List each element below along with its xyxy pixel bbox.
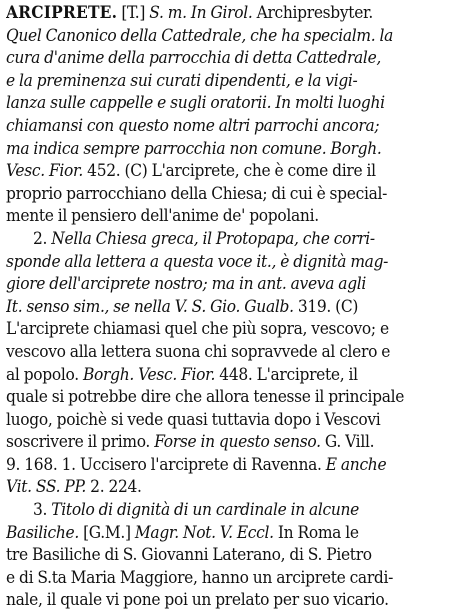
text-segment: Vesc. Fior. (6, 161, 84, 182)
text-segment: 319. (C) (293, 296, 359, 317)
text-segment: chiamansi con questo nome altri parrochi ancora; (6, 115, 380, 136)
text-segment: Borgh. Vesc. Fior. (82, 364, 216, 385)
entry-text-line (6, 251, 418, 274)
text-segment: Vit. SS. PP. (6, 477, 87, 498)
entry-text-line (6, 589, 418, 612)
entry-text-line (6, 205, 418, 228)
text-segment: 2. 224. (86, 477, 142, 498)
text-segment: 448. L'arciprete, il (215, 364, 358, 385)
text-segment: [T.] (117, 3, 150, 23)
entry-text-line (6, 70, 418, 93)
text-segment: vescovo alla lettera suona chi sopravvede al clero e (6, 341, 391, 362)
entry-text-line (6, 364, 418, 387)
entry-text-line (6, 386, 418, 409)
entry-text-line (6, 341, 418, 364)
text-segment: ma indica sempre parrocchia non comune. Borgh. (6, 138, 382, 159)
entry-text-line (6, 183, 418, 206)
headword: ARCIPRETE. (6, 3, 118, 23)
text-segment: luogo, poichè si vede quasi tuttavia dopo i Vescovi (6, 409, 381, 430)
text-segment: Quel Canonico della Cattedrale, che ha specialm. la (6, 25, 394, 46)
entry-text-line (6, 273, 418, 296)
text-segment: S. m. In Girol. (149, 3, 253, 23)
text-segment: Nella Chiesa greca, il Protopapa, che corri- (51, 228, 375, 249)
text-segment: cura d'anime della parrocchia di detta Cattedrale, (6, 48, 382, 69)
entry-heading-line (6, 2, 418, 25)
text-segment: [G.M.] (78, 522, 135, 543)
entry-text-line (6, 476, 418, 499)
entry-text-line (6, 409, 418, 432)
entry-text-line (6, 431, 418, 454)
text-segment: quale si potrebbe dire che allora tenesse il principale (6, 387, 405, 408)
text-segment: E anche (325, 454, 387, 475)
entry-text-line (6, 522, 418, 545)
text-segment: proprio parrocchiano della Chiesa; di cui è special- (6, 183, 388, 204)
text-segment: 9. 168. 1. Uccisero l'arciprete di Ravenna. (6, 454, 326, 475)
text-segment: Forse in questo senso. (154, 432, 321, 453)
text-segment: lanza sulle cappelle e sugli oratorii. In molti luoghi (6, 93, 385, 114)
entry-text-line (6, 228, 418, 251)
text-segment: In Roma le (273, 522, 359, 543)
entry-text-line (6, 138, 418, 161)
text-segment: L'arciprete chiamasi quel che più sopra, vescovo; e (6, 319, 389, 340)
text-segment: mente il pensiero dell'anime de' popolani. (6, 206, 319, 227)
text-segment: sponde alla lettera a questa voce it., è dignità mag- (6, 251, 389, 272)
entry-text-line (6, 25, 418, 48)
entry-text-line (6, 454, 418, 477)
entry-text-line (6, 160, 418, 183)
text-segment: It. senso sim., se nella V. S. Gio. Gualb. (6, 296, 294, 317)
text-segment: 2. (33, 228, 52, 249)
text-segment: Archipresbyter. (252, 3, 374, 23)
text-segment: Basiliche. (6, 522, 79, 543)
text-segment: giore dell'arciprete nostro; ma in ant. aveva agli (6, 274, 367, 295)
entry-text-line (6, 47, 418, 70)
entry-text-line (6, 318, 418, 341)
text-segment: 3. (33, 500, 52, 521)
entry-text-line (6, 544, 418, 567)
entry-text-line (6, 115, 418, 138)
entry-text-line (6, 499, 418, 522)
text-segment: nale, il quale vi pone poi un prelato per suo vicario. (6, 590, 389, 611)
text-segment: G. Vill. (320, 432, 375, 453)
text-segment: Titolo di dignità di un cardinale in alcune (51, 500, 360, 521)
text-segment: soscrivere il primo. (6, 432, 155, 453)
text-segment: Magr. Not. V. Eccl. (134, 522, 274, 543)
entry-text-line (6, 92, 418, 115)
entry-text-line (6, 296, 418, 319)
text-segment: al popolo. (6, 364, 83, 385)
text-segment: 452. (C) L'arciprete, che è come dire il (83, 161, 376, 182)
text-segment: tre Basiliche di S. Giovanni Laterano, di S. Pietro (6, 545, 372, 566)
text-segment: e la preminenza sui curati dipendenti, e la vigi- (6, 70, 358, 91)
entry-text-line (6, 567, 418, 590)
text-segment: e di S.ta Maria Maggiore, hanno un arciprete cardi- (6, 567, 394, 588)
